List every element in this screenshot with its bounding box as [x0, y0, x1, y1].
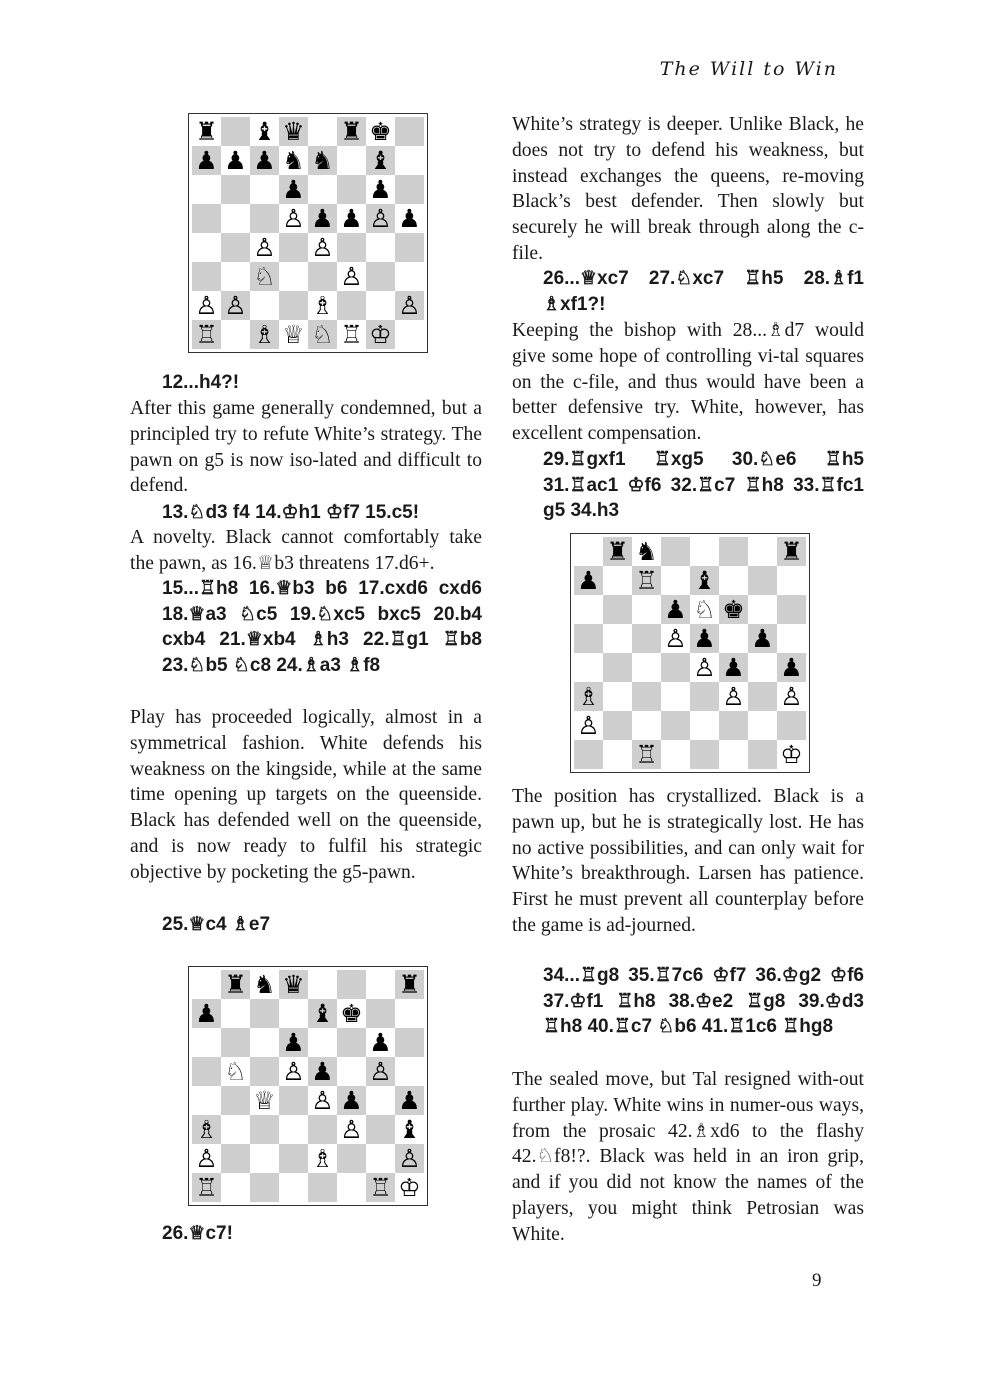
square-h8: ♜	[395, 970, 424, 999]
move-sequence-4: 25.♕c4 ♗e7	[162, 914, 271, 935]
square-e6: ♘	[690, 595, 719, 624]
square-b1	[221, 1173, 250, 1202]
square-g6: ♟	[366, 175, 395, 204]
square-e2: ♗	[308, 1144, 337, 1173]
square-f2	[337, 291, 366, 320]
square-h7	[395, 146, 424, 175]
running-title: The Will to Win	[659, 58, 838, 80]
square-c6	[250, 1028, 279, 1057]
square-h1	[395, 320, 424, 349]
square-e1	[308, 1173, 337, 1202]
square-a2: ♙	[192, 291, 221, 320]
square-b8: ♜	[221, 970, 250, 999]
square-b7	[603, 566, 632, 595]
square-f7	[337, 146, 366, 175]
square-d6: ♟	[279, 175, 308, 204]
square-f1	[337, 1173, 366, 1202]
square-f6	[337, 1028, 366, 1057]
square-a5	[192, 204, 221, 233]
square-d8: ♛	[279, 970, 308, 999]
commentary-6: The position has crystallized. Black is a pawn up, but he is strategically lost. He has no active possibilities, and can only wait for White’s breakthrough. Larsen has patience. First he must prevent all counterplay before the game is ad-journed.	[512, 786, 864, 936]
square-b6	[221, 175, 250, 204]
square-f2	[337, 1144, 366, 1173]
square-a3	[192, 262, 221, 291]
square-a3: ♗	[574, 682, 603, 711]
square-a6	[192, 175, 221, 204]
square-a4	[192, 233, 221, 262]
square-c2	[250, 1144, 279, 1173]
chess-diagram-2	[188, 966, 428, 1206]
square-e4: ♙	[308, 1086, 337, 1115]
square-d7: ♞	[279, 146, 308, 175]
square-h3	[395, 262, 424, 291]
square-g5: ♙	[366, 1057, 395, 1086]
square-a5	[574, 624, 603, 653]
square-h1: ♔	[777, 740, 806, 769]
square-e8	[690, 537, 719, 566]
square-c8: ♞	[632, 537, 661, 566]
square-g7: ♝	[366, 146, 395, 175]
commentary-7: The sealed move, but Tal resigned with-out further play. White wins in numer-ous ways, from the prosaic 42.♗xd6 to the flashy 42.♘f8!?. Black was held in an iron grip, and if you did not know the names of the players, you might think Petrosian was White.	[512, 1069, 864, 1245]
square-d4	[279, 233, 308, 262]
square-e3	[308, 262, 337, 291]
commentary-5: Keeping the bishop with 28...♗d7 would give some hope of controlling vi-tal squares on the c-file, and thus would have been a better defensive try. White, however, has excellent compensation.	[512, 320, 864, 445]
square-h8	[395, 117, 424, 146]
page-number: 9	[812, 1270, 822, 1291]
square-e7: ♝	[308, 999, 337, 1028]
square-a1: ♖	[192, 320, 221, 349]
square-h2	[777, 711, 806, 740]
square-h4	[395, 233, 424, 262]
square-f3: ♙	[337, 262, 366, 291]
square-f1: ♖	[337, 320, 366, 349]
square-b6	[221, 1028, 250, 1057]
square-d5: ♙	[279, 204, 308, 233]
square-d3	[279, 262, 308, 291]
square-b5	[221, 204, 250, 233]
square-f8	[719, 537, 748, 566]
move-sequence-8: 34...♖g8 35.♖7c6 ♔f7 36.♔g2 ♔f6 37.♔f1 ♖h8 38.♔e2 ♖g8 39.♔d3 ♖h8 40.♖c7 ♘b6 41.♖1c6 ♖hg8	[543, 965, 864, 1037]
square-d8: ♛	[279, 117, 308, 146]
square-b4	[221, 1086, 250, 1115]
square-d1	[279, 1173, 308, 1202]
square-d7	[661, 566, 690, 595]
square-d2	[279, 1144, 308, 1173]
square-a8	[574, 537, 603, 566]
square-c4: ♕	[250, 1086, 279, 1115]
square-d5: ♙	[279, 1057, 308, 1086]
square-a2: ♙	[192, 1144, 221, 1173]
square-f4: ♟	[337, 1086, 366, 1115]
square-a1: ♖	[192, 1173, 221, 1202]
square-e7: ♞	[308, 146, 337, 175]
square-c6	[632, 595, 661, 624]
square-g8	[366, 970, 395, 999]
square-g1: ♖	[366, 1173, 395, 1202]
square-b5: ♘	[221, 1057, 250, 1086]
chess-diagram-1	[188, 113, 428, 353]
square-f5	[719, 624, 748, 653]
square-f8	[337, 970, 366, 999]
square-c7: ♖	[632, 566, 661, 595]
square-a7: ♟	[574, 566, 603, 595]
square-f4: ♟	[719, 653, 748, 682]
square-b3	[221, 262, 250, 291]
square-h8: ♜	[777, 537, 806, 566]
square-f2	[719, 711, 748, 740]
square-f6	[337, 175, 366, 204]
square-e3	[308, 1115, 337, 1144]
square-f3: ♙	[719, 682, 748, 711]
square-g7	[366, 999, 395, 1028]
square-d6: ♟	[279, 1028, 308, 1057]
square-g4	[366, 233, 395, 262]
square-c1: ♗	[250, 320, 279, 349]
square-a4	[192, 1086, 221, 1115]
square-b2	[603, 711, 632, 740]
square-d1	[661, 740, 690, 769]
square-c4: ♙	[250, 233, 279, 262]
square-f7	[719, 566, 748, 595]
square-e8	[308, 117, 337, 146]
square-b3	[603, 682, 632, 711]
square-a6	[192, 1028, 221, 1057]
square-d7	[279, 999, 308, 1028]
square-e2	[690, 711, 719, 740]
square-g7	[748, 566, 777, 595]
square-a1	[574, 740, 603, 769]
square-e8	[308, 970, 337, 999]
move-sequence-2: 13.♘d3 f4 14.♔h1 ♔f7 15.c5!	[162, 502, 420, 523]
square-g3	[366, 262, 395, 291]
square-a2: ♙	[574, 711, 603, 740]
move-sequence-5: 26.♕c7!	[162, 1223, 233, 1244]
square-g6: ♟	[366, 1028, 395, 1057]
commentary-2: A novelty. Black cannot comfortably take the pawn, as 16.♕b3 threatens 17.d6+.	[130, 527, 482, 574]
square-d3	[279, 1115, 308, 1144]
board-grid	[574, 537, 806, 769]
square-a8	[192, 970, 221, 999]
commentary-1: After this game generally condemned, but a principled try to refute White’s strategy. The pawn on g5 is now iso-lated and difficult to defend.	[130, 398, 482, 497]
square-b4	[221, 233, 250, 262]
square-f5	[337, 1057, 366, 1086]
square-b3	[221, 1115, 250, 1144]
square-g5: ♙	[366, 204, 395, 233]
chess-diagram-3	[570, 533, 810, 773]
square-g8	[748, 537, 777, 566]
square-d2	[661, 711, 690, 740]
square-d1: ♕	[279, 320, 308, 349]
square-f1	[719, 740, 748, 769]
square-g3	[748, 682, 777, 711]
commentary-3: Play has proceeded logically, almost in a symmetrical fashion. White defends his weakness on the kingside, while at the same time opening up targets on the queenside. Black has defended well on the queenside, and is now ready to fulfil his strategic objective by pocketing the g5-pawn.	[130, 707, 482, 883]
square-h7	[777, 566, 806, 595]
move-sequence-3: 15...♖h8 16.♕b3 b6 17.cxd6 cxd6 18.♕a3 ♘c5 19.♘xc5 bxc5 20.b4 cxb4 21.♕xb4 ♗h3 22.♖g1 ♖b8 23.♘b5 ♘c8 24.♗a3 ♗f8	[162, 578, 482, 676]
move-sequence-7: 29.♖gxf1 ♖xg5 30.♘e6 ♖h5 31.♖ac1 ♔f6 32.♖c7 ♖h8 33.♖fc1 g5 34.h3	[543, 449, 864, 521]
square-d4	[661, 653, 690, 682]
square-b7	[221, 999, 250, 1028]
square-c5	[250, 204, 279, 233]
square-h6	[777, 595, 806, 624]
square-c5	[632, 624, 661, 653]
square-c7: ♟	[250, 146, 279, 175]
square-c1	[250, 1173, 279, 1202]
square-f7: ♚	[337, 999, 366, 1028]
square-a7: ♟	[192, 146, 221, 175]
square-d3	[661, 682, 690, 711]
square-f3: ♙	[337, 1115, 366, 1144]
square-c8: ♝	[250, 117, 279, 146]
square-h7	[395, 999, 424, 1028]
square-h5	[395, 1057, 424, 1086]
square-c2	[632, 711, 661, 740]
square-h5	[777, 624, 806, 653]
square-d2	[279, 291, 308, 320]
square-g6	[748, 595, 777, 624]
square-a3: ♗	[192, 1115, 221, 1144]
square-c8: ♞	[250, 970, 279, 999]
square-g2	[366, 291, 395, 320]
square-e2: ♗	[308, 291, 337, 320]
square-c3	[250, 1115, 279, 1144]
square-b6	[603, 595, 632, 624]
square-b7: ♟	[221, 146, 250, 175]
square-h4: ♟	[395, 1086, 424, 1115]
square-a8: ♜	[192, 117, 221, 146]
square-e3	[690, 682, 719, 711]
move-sequence-1: 12...h4?!	[162, 372, 240, 393]
square-e5: ♟	[690, 624, 719, 653]
square-g8: ♚	[366, 117, 395, 146]
square-e6	[308, 175, 337, 204]
square-e5: ♟	[308, 204, 337, 233]
square-g5: ♟	[748, 624, 777, 653]
square-h4: ♟	[777, 653, 806, 682]
square-a4	[574, 653, 603, 682]
square-a6	[574, 595, 603, 624]
square-c6	[250, 175, 279, 204]
square-b2	[221, 1144, 250, 1173]
square-g1: ♔	[366, 320, 395, 349]
square-c2	[250, 291, 279, 320]
square-c4	[632, 653, 661, 682]
square-b8	[221, 117, 250, 146]
square-a7: ♟	[192, 999, 221, 1028]
square-f5: ♟	[337, 204, 366, 233]
square-e1: ♘	[308, 320, 337, 349]
square-g4	[748, 653, 777, 682]
square-c7	[250, 999, 279, 1028]
square-b1	[221, 320, 250, 349]
board-grid	[192, 117, 424, 349]
square-f4	[337, 233, 366, 262]
square-c3	[632, 682, 661, 711]
square-f6: ♚	[719, 595, 748, 624]
square-e7: ♝	[690, 566, 719, 595]
square-c5	[250, 1057, 279, 1086]
square-b8: ♜	[603, 537, 632, 566]
move-sequence-6: 26...♕xc7 27.♘xc7 ♖h5 28.♗f1 ♗xf1?!	[543, 268, 864, 315]
square-h6	[395, 1028, 424, 1057]
square-d4	[279, 1086, 308, 1115]
square-d6: ♟	[661, 595, 690, 624]
square-h5: ♟	[395, 204, 424, 233]
square-b5	[603, 624, 632, 653]
square-e4: ♙	[308, 233, 337, 262]
square-g3	[366, 1115, 395, 1144]
square-g1	[748, 740, 777, 769]
square-e6	[308, 1028, 337, 1057]
square-d8	[661, 537, 690, 566]
board-grid	[192, 970, 424, 1202]
commentary-4: White’s strategy is deeper. Unlike Black, he does not try to defend his weakness, but instead exchanges the queens, re-moving Black’s best defender. Then slowly but securely he will break through along the c-file.	[512, 114, 864, 264]
square-d5: ♙	[661, 624, 690, 653]
square-h2: ♙	[395, 1144, 424, 1173]
square-e1	[690, 740, 719, 769]
square-e5: ♟	[308, 1057, 337, 1086]
square-h1: ♔	[395, 1173, 424, 1202]
square-h2: ♙	[395, 291, 424, 320]
square-b4	[603, 653, 632, 682]
square-f8: ♜	[337, 117, 366, 146]
square-h3: ♙	[777, 682, 806, 711]
square-c3: ♘	[250, 262, 279, 291]
square-e4: ♙	[690, 653, 719, 682]
square-h6	[395, 175, 424, 204]
square-a5	[192, 1057, 221, 1086]
square-h3: ♝	[395, 1115, 424, 1144]
square-b2: ♙	[221, 291, 250, 320]
square-c1: ♖	[632, 740, 661, 769]
square-g4	[366, 1086, 395, 1115]
square-b1	[603, 740, 632, 769]
square-g2	[748, 711, 777, 740]
square-g2	[366, 1144, 395, 1173]
